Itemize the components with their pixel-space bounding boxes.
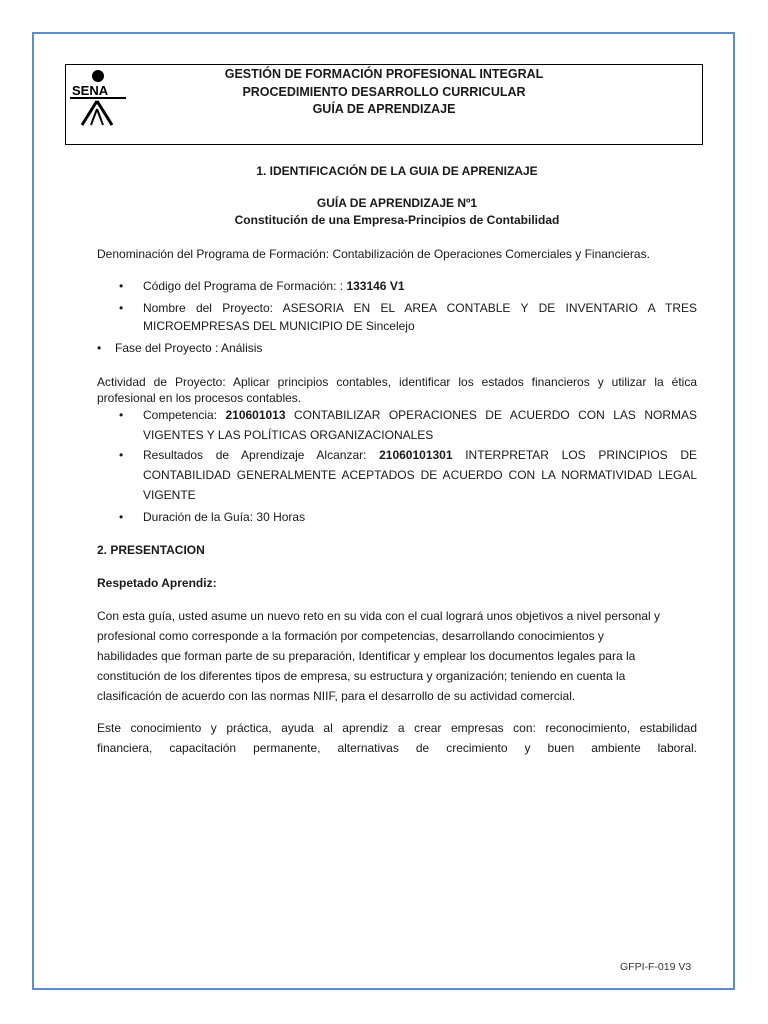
bullet-icon: • bbox=[119, 279, 124, 293]
competence-code: 210601013 bbox=[225, 408, 286, 422]
project-name-line-1: Nombre del Proyecto: ASESORIA EN EL AREA CONTABLE Y DE INVENTARIO A TRES bbox=[143, 301, 697, 315]
para-2-line-1: Este conocimiento y práctica, ayuda al aprendiz a crear empresas con: reconocimiento, estabilidad bbox=[97, 721, 697, 735]
competence-line-2: VIGENTES Y LAS POLÍTICAS ORGANIZACIONALES bbox=[143, 428, 434, 442]
bullet-icon: • bbox=[119, 408, 124, 422]
bullet-icon: • bbox=[119, 448, 124, 462]
para-1-line-1: Con esta guía, usted asume un nuevo reto en su vida con el cual logrará unos objetivos a nivel personal y bbox=[97, 609, 661, 623]
results-code: 21060101301 bbox=[379, 448, 453, 462]
results-text: INTERPRETAR LOS PRINCIPIOS DE bbox=[452, 448, 697, 462]
para-2-line-2: financiera, capacitación permanente, alternativas de crecimiento y buen ambiente laboral. bbox=[97, 741, 697, 755]
bullet-icon: • bbox=[97, 341, 102, 355]
guide-duration: Duración de la Guía: 30 Horas bbox=[143, 510, 306, 524]
sena-logo-text: SENA bbox=[72, 83, 109, 98]
competence-label: Competencia: bbox=[143, 408, 226, 422]
para-1-line-5: clasificación de acuerdo con las normas NIIF, para el desarrollo de su actividad comercial. bbox=[97, 689, 576, 703]
document-header bbox=[65, 64, 703, 145]
project-name-line-2: MICROEMPRESAS DEL MUNICIPIO DE Sincelejo bbox=[143, 319, 415, 333]
results-line-2: CONTABILIDAD GENERALMENTE ACEPTADOS DE ACUERDO CON LA NORMATIVIDAD LEGAL bbox=[143, 468, 697, 482]
activity-line-2: profesional en los procesos contables. bbox=[97, 391, 302, 405]
activity-line-1: Actividad de Proyecto: Aplicar principios contables, identificar los estados financieros y utilizar la ética bbox=[97, 375, 697, 389]
header-line-1: GESTIÓN DE FORMACIÓN PROFESIONAL INTEGRAL bbox=[224, 67, 544, 81]
header-line-3: GUÍA DE APRENDIZAJE bbox=[312, 102, 456, 116]
guide-number: GUÍA DE APRENDIZAJE Nº1 bbox=[316, 196, 478, 210]
header-line-2: PROCEDIMIENTO DESARROLLO CURRICULAR bbox=[242, 84, 526, 99]
program-code bbox=[143, 278, 405, 295]
bullet-icon: • bbox=[119, 510, 124, 524]
bullet-icon: • bbox=[119, 301, 124, 315]
results-label: Resultados de Aprendizaje Alcanzar: bbox=[143, 448, 380, 462]
program-code-label: Código del Programa de Formación: : bbox=[143, 279, 347, 293]
footer-code: GFPI-F-019 V3 bbox=[620, 961, 692, 973]
program-code-value: 133146 V1 bbox=[346, 279, 405, 293]
results-line-3: VIGENTE bbox=[143, 488, 196, 502]
project-phase: Fase del Proyecto : Análisis bbox=[115, 341, 263, 355]
section-1-title: 1. IDENTIFICACIÓN DE LA GUIA DE APRENIZAJE bbox=[256, 164, 538, 178]
results-line-1 bbox=[143, 447, 697, 464]
competence-line-1 bbox=[143, 407, 697, 424]
para-1-line-2: profesional como corresponde a la formación por competencias, desarrollando conocimientos y bbox=[97, 629, 604, 643]
program-name: Denominación del Programa de Formación: Contabilización de Operaciones Comerciales y Financieras. bbox=[97, 247, 650, 261]
greeting: Respetado Aprendiz: bbox=[97, 576, 217, 590]
competence-text: CONTABILIZAR OPERACIONES DE ACUERDO CON LAS NORMAS bbox=[285, 408, 698, 422]
section-2-title: 2. PRESENTACION bbox=[97, 543, 205, 557]
para-1-line-3: habilidades que forman parte de su preparación, Identificar y emplear los documentos legales para la bbox=[97, 649, 636, 663]
para-1-line-4: constitución de los diferentes tipos de empresa, su estructura y organización; teniendo en cuenta la bbox=[97, 669, 626, 683]
guide-subtitle: Constitución de una Empresa-Principios de Contabilidad bbox=[234, 213, 560, 227]
